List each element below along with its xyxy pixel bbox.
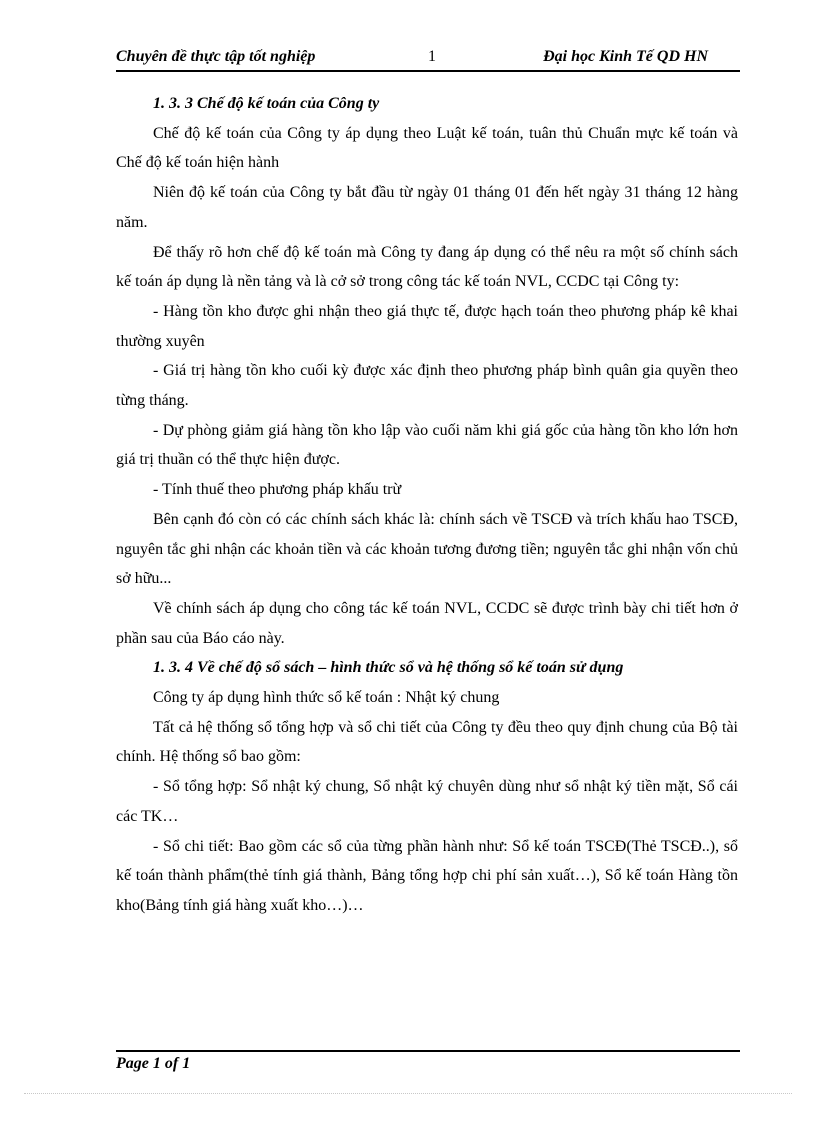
page-header (116, 48, 740, 70)
paragraph: Niên độ kế toán của Công ty bắt đầu từ ngày 01 tháng 01 đến hết ngày 31 tháng 12 hàng năm. (116, 184, 738, 231)
list-item: - Tính thuế theo phương pháp khấu trừ (153, 481, 402, 499)
list-item: - Sổ tổng hợp: Sổ nhật ký chung, Sổ nhật ký chuyên dùng như sổ nhật ký tiền mặt, Sổ cái các TK… (116, 778, 738, 825)
header-rule (116, 70, 740, 72)
footer-rule (116, 1050, 740, 1052)
paragraph: Công ty áp dụng hình thức sổ kế toán : Nhật ký chung (153, 689, 500, 707)
header-university: Đại học Kinh Tế QD HN (543, 48, 708, 65)
page-boundary-divider (24, 1093, 792, 1094)
list-item: - Giá trị hàng tồn kho cuối kỳ được xác định theo phương pháp bình quân gia quyền theo từng tháng. (116, 362, 738, 410)
header-page-number: 1 (428, 48, 436, 65)
list-item: - Sổ chi tiết: Bao gồm các sổ của từng phần hành như: Sổ kế toán TSCĐ(Thẻ TSCĐ..), sổ kế toán thành phẩm(thẻ tính giá thành, Bảng tổng hợp chi phí sản xuất…), Sổ kế toán Hàng tồn kho(Bảng tính giá hàng xuất kho…)… (116, 837, 738, 914)
section-heading-1-3-3: 1. 3. 3 Chế độ kế toán của Công ty (153, 95, 380, 112)
section-heading-1-3-4: 1. 3. 4 Về chế độ sổ sách – hình thức sổ và hệ thống sổ kế toán sử dụng (153, 659, 624, 677)
header-title: Chuyên đề thực tập tốt nghiệp (116, 48, 316, 65)
paragraph: Để thấy rõ hơn chế độ kế toán mà Công ty đang áp dụng có thể nêu ra một số chính sách kế toán áp dụng là nền tảng và là cở sở trong công tác kế toán NVL, CCDC tại Công ty: (116, 243, 738, 291)
list-item: - Dự phòng giảm giá hàng tồn kho lập vào cuối năm khi giá gốc của hàng tồn kho lớn hơn giá trị thuần có thể thực hiện được. (116, 421, 738, 469)
page-footer: Page 1 of 1 (116, 1055, 191, 1072)
paragraph: Tất cả hệ thống sổ tổng hợp và sổ chi tiết của Công ty đều theo quy định chung của Bộ tài chính. Hệ thống sổ bao gồm: (116, 718, 738, 766)
paragraph: Bên cạnh đó còn có các chính sách khác là: chính sách về TSCĐ và trích khấu hao TSCĐ, nguyên tắc ghi nhận các khoản tiền và các khoản tương đương tiền; nguyên tắc ghi nhận vốn chủ sở hữu... (116, 510, 738, 588)
paragraph: Về chính sách áp dụng cho công tác kế toán NVL, CCDC sẽ được trình bày chi tiết hơn ở phần sau của Báo cáo này. (116, 599, 738, 647)
document-body (116, 89, 738, 921)
paragraph: Chế độ kế toán của Công ty áp dụng theo Luật kế toán, tuân thủ Chuẩn mực kế toán và Chế độ kế toán hiện hành (116, 124, 738, 172)
list-item: - Hàng tồn kho được ghi nhận theo giá thực tế, được hạch toán theo phương pháp kê khai thường xuyên (116, 302, 738, 350)
